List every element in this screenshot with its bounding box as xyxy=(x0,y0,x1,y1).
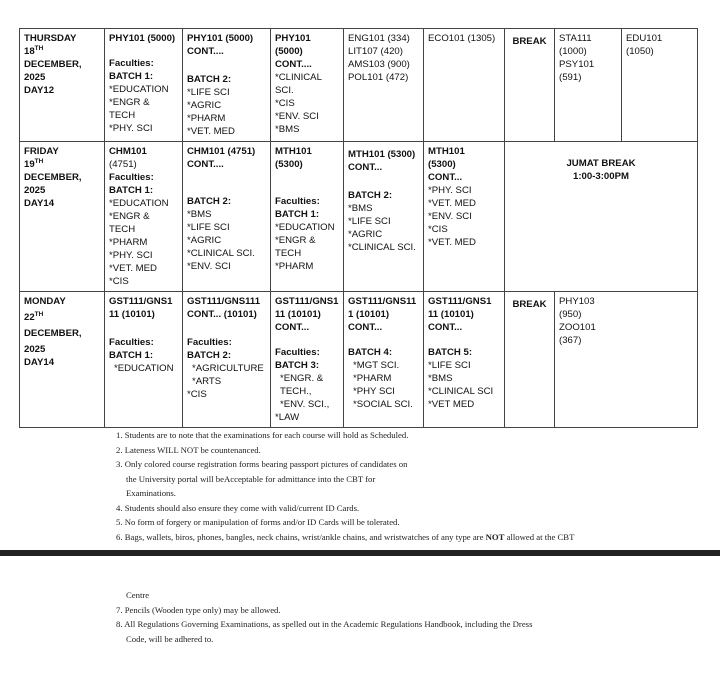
faculties-label: Faculties: xyxy=(275,347,320,358)
break-label: BREAK xyxy=(512,36,547,47)
course-line: (1050) xyxy=(626,46,654,57)
list-item: *PHARM xyxy=(275,261,314,272)
list-item: *VET. MED xyxy=(428,237,476,248)
course-title: PHY101 (5000) xyxy=(187,33,254,44)
batch-label: BATCH 2: xyxy=(187,196,232,207)
list-item: *PHY. SCI xyxy=(109,250,153,261)
exam-cell xyxy=(105,292,183,428)
exam-cell xyxy=(622,29,698,142)
batch-label: BATCH 5: xyxy=(428,347,473,358)
date: 22TH xyxy=(24,310,44,323)
list-item: *EDUCATION xyxy=(109,84,169,95)
exam-cell xyxy=(344,29,424,142)
course-count: (5300) xyxy=(428,159,456,170)
exam-timetable xyxy=(19,28,698,428)
note-item: Examinations. xyxy=(126,488,176,498)
course-count: 11 (10101) xyxy=(275,309,321,320)
exam-cell xyxy=(183,142,271,292)
list-item: *AGRIC xyxy=(348,229,383,240)
day-cell xyxy=(20,142,105,292)
course-line: AMS103 (900) xyxy=(348,59,410,70)
faculties-label: Faculties: xyxy=(109,337,154,348)
exam-cell xyxy=(424,292,505,428)
list-item: *AGRIC xyxy=(187,100,222,111)
course-title: MTH101 (5300) xyxy=(348,149,416,160)
list-item: *ENV. SCI xyxy=(275,111,319,122)
list-item: *ENGR. & xyxy=(280,373,324,384)
note-item: 3. Only colored course registration forms bearing passport pictures of candidates on xyxy=(116,459,408,469)
list-item: *PHARM xyxy=(187,113,226,124)
course-line: POL101 (472) xyxy=(348,72,409,83)
list-item: *PHARM xyxy=(353,373,392,384)
batch-label: BATCH 1: xyxy=(109,185,154,196)
course-title: MTH101 xyxy=(275,146,312,157)
list-item: *ENV. SCI xyxy=(428,211,472,222)
cont-label: CONT... xyxy=(428,322,463,333)
list-item: *ENGR & TECH xyxy=(109,97,150,121)
batch-label: BATCH 3: xyxy=(275,360,320,371)
note-item: 4. Students should also ensure they come with valid/current ID Cards. xyxy=(116,502,360,513)
course-count: (5000) xyxy=(275,46,303,57)
list-item: *AGRICULTURE xyxy=(192,363,264,374)
notes-list-continued xyxy=(116,588,532,646)
cont-label: CONT... xyxy=(275,322,310,333)
course-count: (4751) xyxy=(109,159,137,170)
course-title: GST111/GNS111 xyxy=(187,296,261,307)
note-item: 6. Bags, wallets, biros, phones, bangles, neck chains, wrist/ankle chains, and wristwatches of any type are NOT allowed at the CBT xyxy=(116,531,575,542)
list-item: *EDUCATION xyxy=(114,363,174,374)
exam-cell xyxy=(271,292,344,428)
list-item: *LIFE SCI xyxy=(428,360,471,371)
list-item: *CLINICAL xyxy=(275,72,322,83)
note-item: the University portal will beAcceptable for admittance into the CBT for xyxy=(126,473,376,484)
break-label: BREAK xyxy=(512,299,547,310)
batch-label: BATCH 2: xyxy=(187,74,232,85)
list-item: *ENGR & xyxy=(275,235,316,246)
note-item: 1. Students are to note that the examinations for each course will hold as Scheduled. xyxy=(116,430,409,440)
date: 18TH DECEMBER, xyxy=(24,44,82,70)
date: 19TH DECEMBER, xyxy=(24,157,82,183)
list-item: SCI. xyxy=(275,85,294,96)
course-title: GST111/GNS1 xyxy=(428,296,492,307)
faculties-label: Faculties: xyxy=(109,58,154,69)
list-item: TECH., xyxy=(280,386,312,397)
list-item: *PHY SCI xyxy=(353,386,395,397)
table-row xyxy=(20,29,698,142)
list-item: *VET. MED xyxy=(428,198,476,209)
day-name: FRIDAY xyxy=(24,146,59,157)
day-number: DAY14 xyxy=(24,198,55,209)
course-line: PSY101 (591) xyxy=(559,59,595,83)
list-item: *LAW xyxy=(275,412,300,423)
list-item: *ENGR & TECH xyxy=(109,211,150,235)
day-number: DAY12 xyxy=(24,85,55,96)
batch-label: BATCH 2: xyxy=(187,350,232,361)
course-line: ZOO101 xyxy=(559,322,596,333)
batch-label: BATCH 1: xyxy=(109,350,154,361)
day-cell xyxy=(20,29,105,142)
jumat-break-cell xyxy=(505,142,698,292)
note-item: Code, will be adhered to. xyxy=(126,633,214,644)
course-count: 1 (10101) xyxy=(348,309,390,320)
exam-cell xyxy=(183,29,271,142)
list-item: *EDUCATION xyxy=(275,222,335,233)
course-title: CHM101 (4751) xyxy=(187,146,256,157)
notes-list xyxy=(116,428,574,544)
day-cell xyxy=(20,292,105,428)
batch-label: BATCH 2: xyxy=(348,190,393,201)
course-line: (950) xyxy=(559,309,582,320)
cont-label: CONT... xyxy=(348,322,383,333)
course-line: (1000) xyxy=(559,46,587,57)
list-item: *VET. MED xyxy=(187,126,235,137)
course-line: ENG101 (334) xyxy=(348,33,410,44)
exam-cell xyxy=(424,142,505,292)
exam-cell xyxy=(183,292,271,428)
cont-label: CONT... xyxy=(428,172,463,183)
course-line: PHY103 xyxy=(559,296,595,307)
day-name: THURSDAY xyxy=(24,33,77,44)
month: DECEMBER, xyxy=(24,328,82,339)
course-title: GST111/GNS1 xyxy=(275,296,339,307)
list-item: *MGT SCI. xyxy=(353,360,400,371)
list-item: *PHY. SCI xyxy=(428,185,472,196)
course-line: STA111 xyxy=(559,33,592,44)
table-row xyxy=(20,142,698,292)
list-item: *LIFE SCI xyxy=(348,216,391,227)
exam-cell xyxy=(344,142,424,292)
list-item: *CLINICAL SCI xyxy=(428,386,494,397)
break-label: JUMAT BREAK xyxy=(566,158,636,169)
list-item: *CLINICAL SCI. xyxy=(348,242,416,253)
list-item: TECH xyxy=(275,248,302,259)
exam-cell xyxy=(271,29,344,142)
course-count: CONT... (10101) xyxy=(187,309,257,320)
course-title: PHY101 (5000) xyxy=(109,33,176,44)
day-name: MONDAY xyxy=(24,296,66,307)
list-item: *CIS xyxy=(275,98,295,109)
exam-cell xyxy=(555,292,698,428)
year: 2025 xyxy=(24,344,46,355)
list-item: *ENV. SCI xyxy=(187,261,231,272)
exam-cell xyxy=(555,29,622,142)
list-item: *CIS xyxy=(428,224,448,235)
break-cell xyxy=(505,29,555,142)
list-item: *PHARM xyxy=(109,237,148,248)
list-item: *VET. MED xyxy=(109,263,157,274)
list-item: *VET MED xyxy=(428,399,475,410)
cont-label: CONT.... xyxy=(187,46,224,57)
note-item: 7. Pencils (Wooden type only) may be allowed. xyxy=(116,604,281,615)
cont-label: CONT... xyxy=(348,162,383,173)
course-title: PHY101 xyxy=(275,33,311,44)
continuation-page xyxy=(0,556,720,674)
faculties-label: Faculties: xyxy=(275,196,320,207)
course-line: EDU101 xyxy=(626,33,663,44)
course-title: CHM101 xyxy=(109,146,147,157)
note-item: 2. Lateness WILL NOT be countenanced. xyxy=(116,444,261,455)
list-item: *SOCIAL SCI. xyxy=(353,399,413,410)
batch-label: BATCH 1: xyxy=(275,209,320,220)
course-title: GST111/GNS1 xyxy=(109,296,173,307)
break-cell xyxy=(505,292,555,428)
course-line: ECO101 (1305) xyxy=(428,33,496,44)
list-item: *CIS xyxy=(109,276,129,287)
course-line: (367) xyxy=(559,335,582,346)
note-item: 5. No form of forgery or manipulation of forms and/or ID Cards will be tolerated. xyxy=(116,517,400,527)
list-item: *AGRIC xyxy=(187,235,222,246)
list-item: *BMS xyxy=(187,209,212,220)
list-item: *ENV. SCI., xyxy=(280,399,330,410)
exam-cell xyxy=(424,29,505,142)
faculties-label: Faculties: xyxy=(109,172,154,183)
exam-cell xyxy=(271,142,344,292)
list-item: *BMS xyxy=(428,373,453,384)
exam-cell xyxy=(105,29,183,142)
cont-label: CONT.... xyxy=(187,159,224,170)
list-item: *CIS xyxy=(187,389,207,400)
course-title: GST111/GNS11 xyxy=(348,296,417,307)
exam-cell xyxy=(344,292,424,428)
note-item: Centre xyxy=(126,590,150,600)
break-time: 1:00-3:00PM xyxy=(573,171,629,182)
list-item: *ARTS xyxy=(192,376,222,387)
year: 2025 xyxy=(24,185,46,196)
course-title: MTH101 xyxy=(428,146,465,157)
course-line: LIT107 (420) xyxy=(348,46,403,57)
table-row xyxy=(20,292,698,428)
course-count: 11 (10101) xyxy=(109,309,155,320)
course-count: (5300) xyxy=(275,159,303,170)
note-item: 8. All Regulations Governing Examinations, as spelled out in the Academic Regulations Handbook, including the Dress xyxy=(116,619,533,629)
course-count: 11 (10101) xyxy=(428,309,474,320)
list-item: *LIFE SCI xyxy=(187,87,230,98)
list-item: *PHY. SCI xyxy=(109,123,153,134)
day-number: DAY14 xyxy=(24,357,55,368)
list-item: *EDUCATION xyxy=(109,198,169,209)
list-item: *LIFE SCI xyxy=(187,222,230,233)
list-item: *BMS xyxy=(275,124,300,135)
batch-label: BATCH 1: xyxy=(109,71,154,82)
list-item: *CLINICAL SCI. xyxy=(187,248,255,259)
year: 2025 xyxy=(24,72,46,83)
exam-cell xyxy=(105,142,183,292)
faculties-label: Faculties: xyxy=(187,337,232,348)
cont-label: CONT.... xyxy=(275,59,312,70)
list-item: *BMS xyxy=(348,203,373,214)
batch-label: BATCH 4: xyxy=(348,347,393,358)
